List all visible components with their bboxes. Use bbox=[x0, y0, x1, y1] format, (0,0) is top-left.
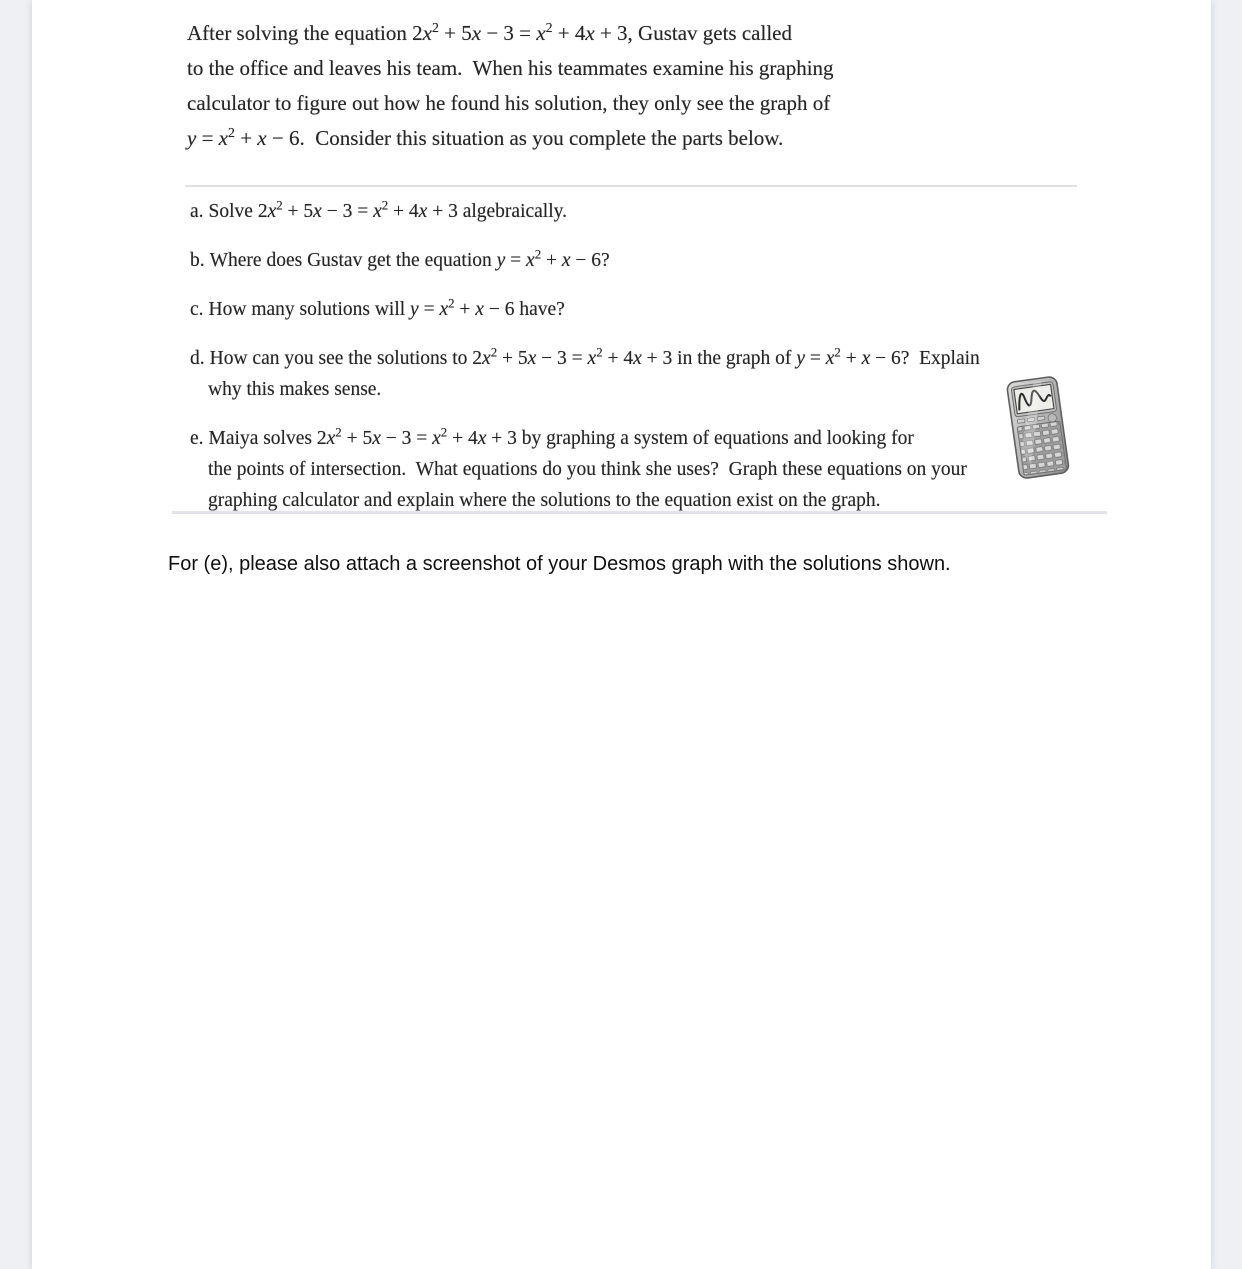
graphing-calculator-icon bbox=[1006, 376, 1070, 480]
question-label: a. bbox=[190, 201, 204, 222]
question-label: d. bbox=[190, 348, 205, 369]
question-label: e. bbox=[190, 428, 204, 449]
text-line bbox=[190, 196, 980, 227]
question-text: How can you see the solutions to $2x^2 + 5x - 3 = x^2 + 4x + 3$ in the graph of $y = x^2 + x - 6$? Explain bbox=[209, 345, 980, 369]
question-text: How many solutions will $y = x^2 + x - 6$ have? bbox=[208, 296, 565, 320]
graphing-calculator-image bbox=[1006, 376, 1070, 480]
text-line: why this makes sense. bbox=[208, 379, 382, 400]
text-line: After solving the equation $2x^2 + 5x - 3 = x^2 + 4x + 3$, Gustav gets called bbox=[187, 20, 792, 45]
question-list bbox=[190, 196, 980, 534]
text-line bbox=[190, 245, 980, 276]
intro-paragraph bbox=[187, 16, 834, 156]
document-page bbox=[32, 0, 1211, 1269]
text-line: to the office and leaves his team. When his teammates examine his graphing bbox=[187, 56, 834, 80]
text-line: calculator to figure out how he found his solution, they only see the graph of bbox=[187, 91, 831, 115]
text-line bbox=[190, 423, 980, 454]
question-item-a bbox=[190, 196, 980, 227]
question-item-b bbox=[190, 245, 980, 276]
question-text: Solve $2x^2 + 5x - 3 = x^2 + 4x + 3$ algebraically. bbox=[208, 198, 568, 222]
text-line bbox=[190, 343, 980, 374]
question-text: Maiya solves $2x^2 + 5x - 3 = x^2 + 4x + 3$ by graphing a system of equations and looking for bbox=[208, 425, 914, 449]
section-divider-top bbox=[185, 185, 1077, 187]
question-item-d bbox=[190, 343, 980, 405]
question-item-e bbox=[190, 423, 980, 516]
question-label: c. bbox=[190, 299, 204, 320]
text-line: $y = x^2 + x - 6$. Consider this situation as you complete the parts below. bbox=[187, 125, 784, 150]
attachment-note: For (e), please also attach a screenshot of your Desmos graph with the solutions shown. bbox=[168, 553, 951, 575]
question-text: Where does Gustav get the equation $y = x^2 + x - 6$? bbox=[209, 247, 610, 271]
text-line bbox=[190, 294, 980, 325]
question-label: b. bbox=[190, 250, 205, 271]
question-item-c bbox=[190, 294, 980, 325]
section-divider-bottom bbox=[172, 511, 1107, 514]
text-line: the points of intersection. What equations do you think she uses? Graph these equations on your bbox=[208, 459, 967, 480]
text-line: graphing calculator and explain where the solutions to the equation exist on the graph. bbox=[208, 490, 881, 511]
